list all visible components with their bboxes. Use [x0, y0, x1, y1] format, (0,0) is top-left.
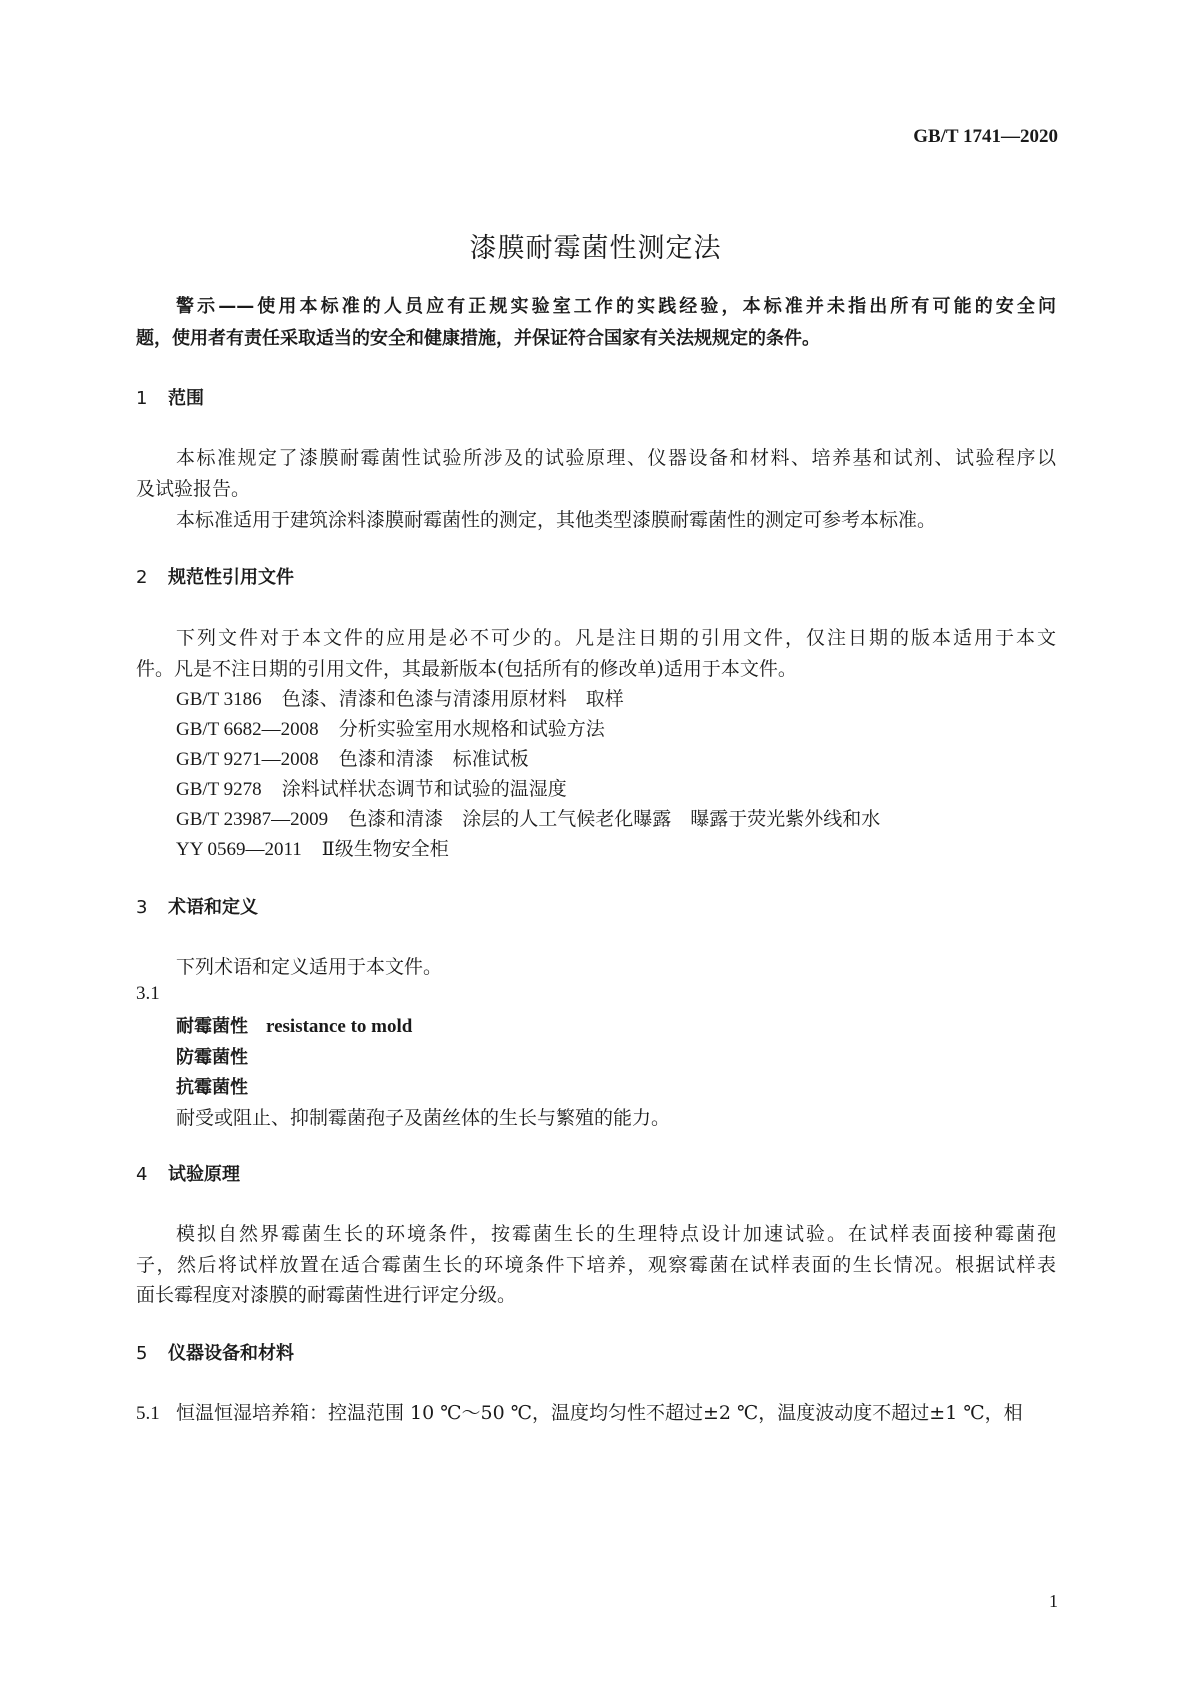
reference-title: 色漆和清漆 标准试板	[338, 748, 529, 770]
section-heading-1	[136, 384, 204, 410]
term-entry	[176, 1012, 412, 1038]
section-number: 5	[136, 1343, 148, 1364]
section-heading-3	[136, 893, 258, 919]
paragraph: 本标准适用于建筑涂料漆膜耐霉菌性的测定，其他类型漆膜耐霉菌性的测定可参考本标准。	[176, 509, 937, 531]
reference-code: GB/T 9271—2008	[176, 749, 319, 770]
page-number: 1	[1049, 1591, 1058, 1611]
paragraph-line: 模拟自然界霉菌生长的环境条件，按霉菌生长的生理特点设计加速试验。在试样表面接种霉菌孢	[176, 1223, 1056, 1245]
paragraph-line: 面长霉程度对漆膜的耐霉菌性进行评定分级。	[136, 1284, 517, 1306]
section-title: 范围	[168, 388, 204, 409]
term-zh: 耐霉菌性	[176, 1016, 248, 1037]
reference-title: 涂料试样状态调节和试验的温湿度	[281, 778, 567, 800]
clause-item	[136, 1398, 1056, 1425]
reference-title: 色漆、清漆和色漆与清漆用原材料 取样	[281, 688, 624, 710]
reference-code: GB/T 6682—2008	[176, 719, 319, 740]
section-number: 2	[136, 567, 148, 588]
term-en: resistance to mold	[266, 1016, 413, 1037]
term-synonym: 防霉菌性	[176, 1047, 248, 1068]
term-synonym: 抗霉菌性	[176, 1077, 248, 1098]
term-definition: 耐受或阻止、抑制霉菌孢子及菌丝体的生长与繁殖的能力。	[176, 1107, 671, 1129]
reference-item	[176, 714, 605, 741]
reference-item	[176, 834, 449, 861]
section-heading-5	[136, 1339, 294, 1365]
reference-code: GB/T 9278	[176, 779, 262, 800]
warning-line-1: 警示——使用本标准的人员应有正规实验室工作的实践经验，本标准并未指出所有可能的安全问	[176, 296, 1056, 317]
paragraph-line: 子，然后将试样放置在适合霉菌生长的环境条件下培养，观察霉菌在试样表面的生长情况。根据试样表	[136, 1254, 1056, 1276]
clause-text: 恒温恒湿培养箱：控温范围 10 ℃～50 ℃，温度均匀性不超过±2 ℃，温度波动度不超过±1 ℃，相	[176, 1402, 1023, 1424]
clause-number: 5.1	[136, 1403, 160, 1424]
paragraph-line: 下列文件对于本文件的应用是必不可少的。凡是注日期的引用文件，仅注日期的版本适用于本文	[176, 627, 1056, 649]
section-title: 试验原理	[168, 1164, 240, 1185]
paragraph-line: 及试验报告。	[136, 478, 251, 500]
standard-number: GB/T 1741—2020	[913, 126, 1058, 147]
reference-code: GB/T 3186	[176, 689, 262, 710]
warning-line-2: 题，使用者有责任采取适当的安全和健康措施，并保证符合国家有关法规规定的条件。	[136, 328, 820, 349]
section-number: 3	[136, 897, 148, 918]
reference-title: 色漆和清漆 涂层的人工气候老化曝露 曝露于荧光紫外线和水	[348, 808, 881, 830]
reference-code: GB/T 23987—2009	[176, 809, 329, 830]
page-title: 漆膜耐霉菌性测定法	[469, 233, 722, 264]
section-title: 术语和定义	[168, 897, 258, 918]
reference-title: 分析实验室用水规格和试验方法	[338, 718, 605, 740]
section-heading-2	[136, 563, 294, 589]
reference-item	[176, 744, 529, 771]
paragraph: 下列术语和定义适用于本文件。	[176, 956, 443, 978]
section-number: 4	[136, 1164, 148, 1185]
reference-item	[176, 804, 880, 831]
reference-item	[176, 684, 624, 711]
paragraph-line: 本标准规定了漆膜耐霉菌性试验所涉及的试验原理、仪器设备和材料、培养基和试剂、试验程序以	[176, 447, 1056, 469]
reference-title: Ⅱ级生物安全柜	[321, 838, 449, 860]
reference-code: YY 0569—2011	[176, 839, 302, 860]
section-title: 仪器设备和材料	[168, 1343, 294, 1364]
section-heading-4	[136, 1160, 240, 1186]
section-number: 1	[136, 388, 148, 409]
reference-item	[176, 774, 567, 801]
paragraph-line: 件。凡是不注日期的引用文件，其最新版本(包括所有的修改单)适用于本文件。	[136, 658, 797, 680]
section-title: 规范性引用文件	[168, 567, 294, 588]
term-number: 3.1	[136, 983, 160, 1004]
